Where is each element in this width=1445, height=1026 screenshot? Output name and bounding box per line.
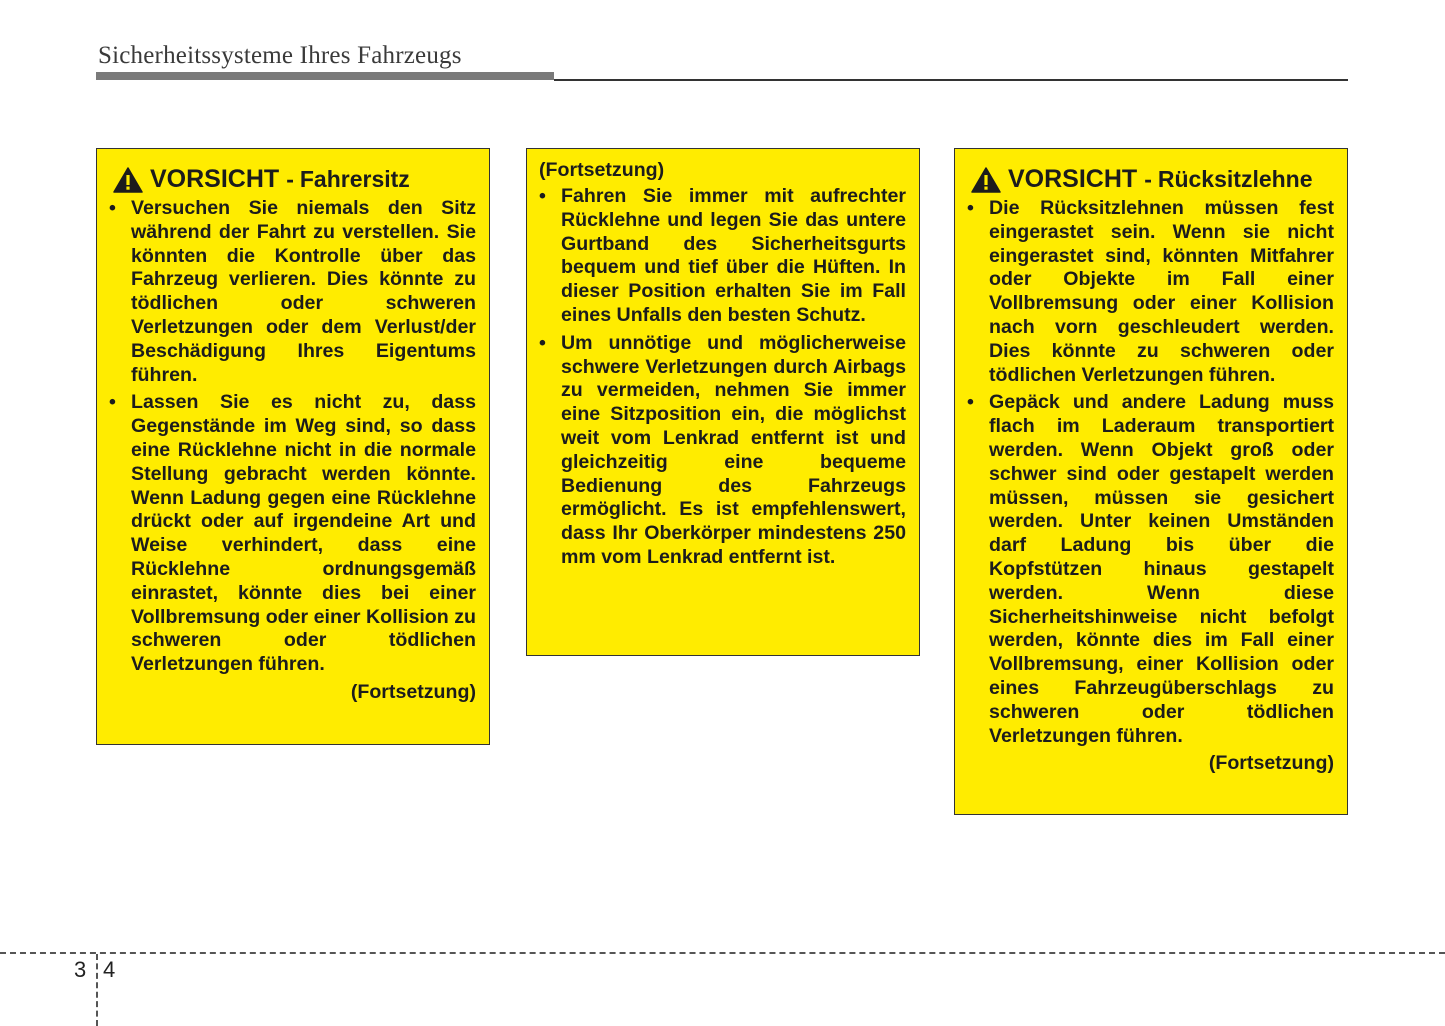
- page-header: [98, 40, 1348, 84]
- list-item: [109, 391, 476, 677]
- caution-box-rear-seatback: [954, 148, 1348, 815]
- header-rule: [554, 79, 1348, 81]
- bullet-text: Die Rücksitzlehnen müssen fest eingerastet sein. Wenn sie nicht eingerastet sind, könnten Mitfahrer oder Objekte im Fall einer Vollbremsung oder einer Kollision nach vorn geschleudert werden. Dies könnte zu schweren oder tödlichen Verletzungen führen.: [989, 197, 1334, 386]
- caution-topic: Fahrersitz: [299, 166, 410, 193]
- list-item: [109, 197, 476, 387]
- bullet-dot: •: [967, 197, 974, 219]
- caution-label: VORSICHT: [150, 165, 280, 194]
- section-number: 3: [74, 957, 87, 982]
- title-separator: -: [286, 166, 294, 193]
- bullet-dot: •: [109, 391, 116, 414]
- caution-label: VORSICHT: [1008, 165, 1138, 194]
- title-separator: -: [1144, 166, 1152, 193]
- warning-triangle-icon: [113, 167, 143, 193]
- continued-note: (Fortsetzung): [1208, 752, 1334, 775]
- bullet-list: [539, 185, 906, 570]
- footer-divider: [0, 952, 1445, 954]
- continued-note: (Fortsetzung): [539, 159, 665, 181]
- bullet-text: Lassen Sie es nicht zu, dass Gegenstände im Weg sind, so dass eine Rücklehne nicht in die normale Stellung gebracht werden könnte. Wenn Ladung gegen eine Rücklehne drückt oder auf irgendeine Art und Weise verhindert, dass eine Rücklehne ordnungsgemäß einrastet, könnte dies bei einer Vollbremsung oder einer Kollision zu schweren oder tödlichen Verletzungen führen.: [131, 391, 476, 676]
- caution-topic: Rücksitzlehne: [1157, 166, 1313, 193]
- caution-box-continued: [526, 148, 920, 656]
- header-accent-bar: [96, 72, 554, 80]
- list-item: [967, 391, 1334, 748]
- bullet-dot: •: [539, 185, 546, 207]
- bullet-text: Um unnötige und möglicherweise schwere Verletzungen durch Airbags zu vermeiden, nehmen Sie immer eine Sitzposition ein, die möglichst weit vom Lenkrad entfernt ist und gleichzeitig eine bequeme Bedienung des Fahrzeugs ermöglicht. Es ist empfehlenswert, dass Ihr Oberkörper mindestens 250 mm vom Lenkrad entfernt ist.: [561, 331, 906, 568]
- caution-title: [971, 163, 1334, 197]
- bullet-list: [967, 197, 1334, 748]
- footer-vertical-divider: [96, 954, 98, 1026]
- bullet-dot: •: [967, 391, 974, 414]
- header-title: Sicherheitssysteme Ihres Fahrzeugs: [98, 42, 462, 69]
- bullet-list: [109, 197, 476, 677]
- bullet-text: Fahren Sie immer mit aufrechter Rücklehne und legen Sie das untere Gurtband des Sicherheitsgurts bequem und tief über die Hüften. In dieser Position erhalten Sie im Fall eines Unfalls den besten Schutz.: [561, 185, 906, 326]
- continued-note: (Fortsetzung): [350, 680, 476, 703]
- bullet-text: Versuchen Sie niemals den Sitz während der Fahrt zu verstellen. Sie könnten die Kontrolle über das Fahrzeug verlieren. Dies könnte zu tödlichen oder schweren Verletzungen oder dem Verlust/der Beschädigung Ihres Eigentums führen.: [131, 197, 476, 386]
- bullet-dot: •: [539, 331, 546, 354]
- caution-box-driver-seat: [96, 148, 490, 745]
- list-item: [967, 197, 1334, 387]
- bullet-dot: •: [109, 197, 116, 219]
- caution-title: [113, 163, 476, 197]
- page-number: 4: [103, 957, 116, 982]
- warning-triangle-icon: [971, 167, 1001, 193]
- list-item: [539, 185, 906, 328]
- bullet-text: Gepäck und andere Ladung muss flach im Laderaum transportiert werden. Wenn Objekt groß oder schwer sind oder gestapelt werden müssen, müssen sie gesichert werden. Unter keinen Umständen darf Ladung bis über die Kopfstützen hinaus gestapelt werden. Wenn diese Sicherheitshinweise nicht befolgt werden, könnte dies im Fall einer Vollbremsung, einer Kollision oder eines Fahrzeugüberschlags zu schweren oder tödlichen Verletzungen führen.: [989, 391, 1334, 747]
- list-item: [539, 332, 906, 570]
